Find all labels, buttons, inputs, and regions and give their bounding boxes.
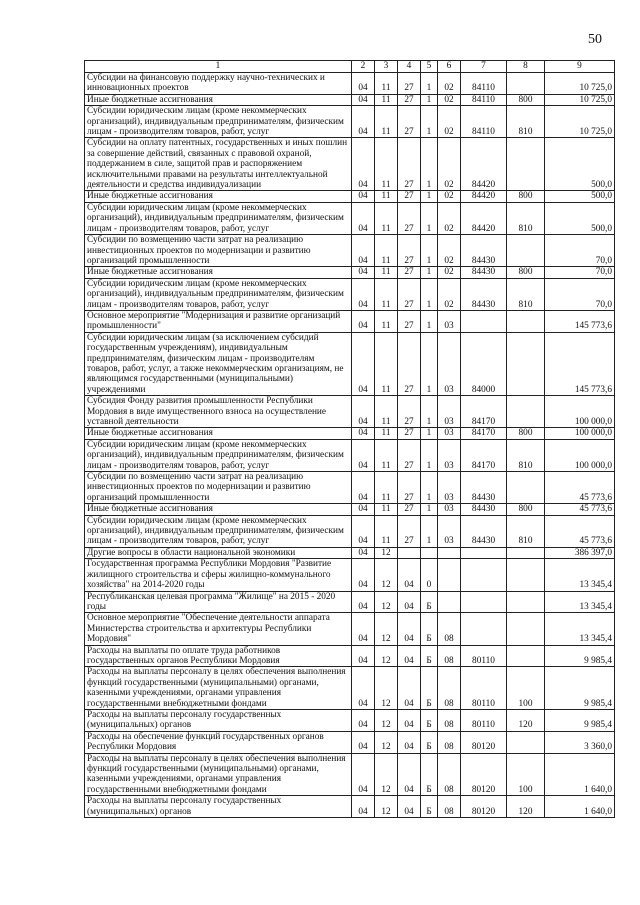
code-subprogram-cell: Б — [421, 731, 438, 753]
code-event-cell: 08 — [438, 796, 461, 818]
code-expense-type-cell: 800 — [507, 428, 545, 439]
code-section-cell: 04 — [352, 515, 375, 547]
code-event-cell: 03 — [438, 396, 461, 428]
code-section-cell: 04 — [352, 428, 375, 439]
code-program-cell: 04 — [398, 667, 421, 710]
table-row — [85, 504, 615, 515]
code-expense-type-cell — [507, 332, 545, 395]
item-name-cell: Субсидии юридическим лицам (за исключением субсидий государственным учреждениям), индивидуальным предпринимателям, физическим лицам - производителям товаров, работ, услуг, а также некоммерческим организациям, не являющимся государственными (муниципальными) учреждениями — [85, 332, 352, 395]
code-expense-type-cell — [507, 472, 545, 504]
code-event-cell — [438, 559, 461, 591]
code-section-cell: 04 — [352, 709, 375, 731]
code-event-cell: 08 — [438, 667, 461, 710]
code-subsection-cell: 12 — [375, 613, 398, 645]
code-subprogram-cell: Б — [421, 613, 438, 645]
amount-cell: 100 000,0 — [545, 428, 615, 439]
amount-cell: 145 773,6 — [545, 310, 615, 332]
code-subsection-cell: 11 — [375, 396, 398, 428]
code-program-cell: 27 — [398, 267, 421, 278]
code-subprogram-cell: 1 — [421, 138, 438, 191]
column-header: 3 — [375, 61, 398, 73]
table-row — [85, 191, 615, 202]
column-header: 6 — [438, 61, 461, 73]
code-expense-type-cell — [507, 645, 545, 667]
code-subprogram-cell: 1 — [421, 73, 438, 95]
code-section-cell: 04 — [352, 396, 375, 428]
code-event-cell: 03 — [438, 428, 461, 439]
item-name-cell: Субсидии по возмещению части затрат на реализацию инвестиционных проектов по модернизации и развитию организаций промышленности — [85, 472, 352, 504]
code-program-cell: 27 — [398, 504, 421, 515]
code-direction-cell — [461, 613, 507, 645]
code-subprogram-cell: Б — [421, 591, 438, 613]
code-event-cell: 03 — [438, 472, 461, 504]
code-program-cell: 04 — [398, 796, 421, 818]
code-expense-type-cell: 800 — [507, 504, 545, 515]
code-expense-type-cell: 100 — [507, 753, 545, 796]
code-subprogram-cell: 1 — [421, 332, 438, 395]
code-direction-cell: 84430 — [461, 504, 507, 515]
code-event-cell: 02 — [438, 202, 461, 234]
code-section-cell: 04 — [352, 106, 375, 138]
table-row — [85, 613, 615, 645]
code-direction-cell: 84170 — [461, 428, 507, 439]
amount-cell: 386 397,0 — [545, 547, 615, 558]
code-subprogram-cell: 1 — [421, 106, 438, 138]
code-event-cell: 03 — [438, 439, 461, 471]
code-direction-cell: 84000 — [461, 332, 507, 395]
code-subprogram-cell: Б — [421, 645, 438, 667]
code-subsection-cell: 12 — [375, 645, 398, 667]
table-row — [85, 645, 615, 667]
column-header: 7 — [461, 61, 507, 73]
code-expense-type-cell: 800 — [507, 94, 545, 105]
code-subsection-cell: 11 — [375, 267, 398, 278]
code-expense-type-cell — [507, 613, 545, 645]
code-program-cell: 27 — [398, 106, 421, 138]
code-program-cell: 27 — [398, 310, 421, 332]
amount-cell: 1 640,0 — [545, 796, 615, 818]
code-subprogram-cell: 1 — [421, 310, 438, 332]
code-direction-cell — [461, 547, 507, 558]
item-name-cell: Государственная программа Республики Мордовия "Развитие жилищного строительства и сферы жилищно-коммунального хозяйства" на 2014-2020 годы — [85, 559, 352, 591]
code-program-cell: 27 — [398, 278, 421, 310]
code-direction-cell — [461, 591, 507, 613]
code-subsection-cell: 11 — [375, 138, 398, 191]
code-event-cell — [438, 591, 461, 613]
code-expense-type-cell — [507, 547, 545, 558]
code-subprogram-cell: Б — [421, 796, 438, 818]
budget-table — [84, 60, 615, 818]
amount-cell: 100 000,0 — [545, 396, 615, 428]
code-subprogram-cell: 0 — [421, 559, 438, 591]
code-subsection-cell: 11 — [375, 428, 398, 439]
code-subsection-cell: 11 — [375, 106, 398, 138]
code-direction-cell: 80110 — [461, 709, 507, 731]
amount-cell: 9 985,4 — [545, 645, 615, 667]
table-row — [85, 439, 615, 471]
code-program-cell: 27 — [398, 439, 421, 471]
code-program-cell: 27 — [398, 428, 421, 439]
code-event-cell: 02 — [438, 73, 461, 95]
code-section-cell: 04 — [352, 613, 375, 645]
table-row — [85, 753, 615, 796]
amount-cell: 13 345,4 — [545, 613, 615, 645]
code-section-cell: 04 — [352, 94, 375, 105]
item-name-cell: Иные бюджетные ассигнования — [85, 267, 352, 278]
code-expense-type-cell — [507, 235, 545, 267]
table-row — [85, 278, 615, 310]
code-event-cell: 08 — [438, 645, 461, 667]
table-row — [85, 332, 615, 395]
item-name-cell: Расходы на обеспечение функций государственных органов Республики Мордовия — [85, 731, 352, 753]
amount-cell: 145 773,6 — [545, 332, 615, 395]
code-direction-cell: 84430 — [461, 278, 507, 310]
code-section-cell: 04 — [352, 235, 375, 267]
code-expense-type-cell: 810 — [507, 439, 545, 471]
item-name-cell: Субсидии юридическим лицам (кроме некоммерческих организаций), индивидуальным предпринимателям, физическим лицам - производителям товаров, работ, услуг — [85, 439, 352, 471]
code-direction-cell: 84420 — [461, 202, 507, 234]
code-subsection-cell: 12 — [375, 547, 398, 558]
code-program-cell: 27 — [398, 332, 421, 395]
code-program-cell: 27 — [398, 396, 421, 428]
code-expense-type-cell — [507, 396, 545, 428]
item-name-cell: Основное мероприятие "Обеспечение деятельности аппарата Министерства строительства и архитектуры Республики Мордовия" — [85, 613, 352, 645]
column-header: 5 — [421, 61, 438, 73]
code-section-cell: 04 — [352, 332, 375, 395]
amount-cell: 10 725,0 — [545, 73, 615, 95]
code-expense-type-cell — [507, 73, 545, 95]
table-row — [85, 202, 615, 234]
column-header: 1 — [85, 61, 352, 73]
code-expense-type-cell: 810 — [507, 278, 545, 310]
item-name-cell: Расходы на выплаты персоналу в целях обеспечения выполнения функций государственными (муниципальными) органами, казенными учреждениями, органами управления государственными внебюджетными фондами — [85, 753, 352, 796]
item-name-cell: Расходы на выплаты персоналу в целях обеспечения выполнения функций государственными (муниципальными) органами, казенными учреждениями, органами управления государственными внебюджетными фондами — [85, 667, 352, 710]
code-direction-cell: 84420 — [461, 191, 507, 202]
item-name-cell: Иные бюджетные ассигнования — [85, 191, 352, 202]
column-header: 4 — [398, 61, 421, 73]
code-subprogram-cell — [421, 547, 438, 558]
code-event-cell: 03 — [438, 515, 461, 547]
amount-cell: 70,0 — [545, 278, 615, 310]
table-row — [85, 310, 615, 332]
code-subsection-cell: 12 — [375, 731, 398, 753]
code-section-cell: 04 — [352, 645, 375, 667]
code-subsection-cell: 11 — [375, 332, 398, 395]
code-subsection-cell: 12 — [375, 559, 398, 591]
item-name-cell: Расходы на выплаты персоналу государственных (муниципальных) органов — [85, 796, 352, 818]
code-expense-type-cell — [507, 731, 545, 753]
code-subprogram-cell: 1 — [421, 472, 438, 504]
code-direction-cell: 80120 — [461, 796, 507, 818]
code-subprogram-cell: 1 — [421, 396, 438, 428]
table-row — [85, 667, 615, 710]
code-section-cell: 04 — [352, 591, 375, 613]
code-expense-type-cell — [507, 138, 545, 191]
code-subprogram-cell: 1 — [421, 202, 438, 234]
code-expense-type-cell — [507, 591, 545, 613]
table-row — [85, 796, 615, 818]
amount-cell: 45 773,6 — [545, 515, 615, 547]
code-direction-cell — [461, 559, 507, 591]
code-direction-cell: 84110 — [461, 73, 507, 95]
code-subsection-cell: 11 — [375, 202, 398, 234]
code-expense-type-cell: 800 — [507, 191, 545, 202]
code-direction-cell: 84430 — [461, 235, 507, 267]
code-program-cell: 27 — [398, 138, 421, 191]
code-direction-cell: 80110 — [461, 667, 507, 710]
code-event-cell — [438, 547, 461, 558]
item-name-cell: Субсидии на финансовую поддержку научно-технических и инновационных проектов — [85, 73, 352, 95]
item-name-cell: Субсидии на оплату патентных, государственных и иных пошлин за совершение действий, связанных с правовой охраной, поддержанием в силе, защитой прав и распоряжением исключительными правами на результаты интеллектуальной деятельности и средства индивидуализации — [85, 138, 352, 191]
code-expense-type-cell: 120 — [507, 796, 545, 818]
item-name-cell: Субсидии юридическим лицам (кроме некоммерческих организаций), индивидуальным предпринимателям, физическим лицам - производителям товаров, работ, услуг — [85, 278, 352, 310]
column-header: 9 — [545, 61, 615, 73]
table-row — [85, 709, 615, 731]
code-subprogram-cell: Б — [421, 709, 438, 731]
amount-cell: 10 725,0 — [545, 106, 615, 138]
table-row — [85, 547, 615, 558]
code-program-cell: 04 — [398, 753, 421, 796]
code-direction-cell: 84170 — [461, 396, 507, 428]
item-name-cell: Иные бюджетные ассигнования — [85, 428, 352, 439]
code-subprogram-cell: 1 — [421, 428, 438, 439]
code-subsection-cell: 11 — [375, 504, 398, 515]
code-subsection-cell: 11 — [375, 235, 398, 267]
table-row — [85, 94, 615, 105]
code-subprogram-cell: 1 — [421, 504, 438, 515]
column-header: 2 — [352, 61, 375, 73]
amount-cell: 45 773,6 — [545, 504, 615, 515]
item-name-cell: Субсидии юридическим лицам (кроме некоммерческих организаций), индивидуальным предпринимателям, физическим лицам - производителям товаров, работ, услуг — [85, 515, 352, 547]
code-expense-type-cell — [507, 310, 545, 332]
item-name-cell: Субсидии юридическим лицам (кроме некоммерческих организаций), индивидуальным предпринимателям, физическим лицам - производителям товаров, работ, услуг — [85, 106, 352, 138]
amount-cell: 9 985,4 — [545, 667, 615, 710]
code-section-cell: 04 — [352, 278, 375, 310]
code-section-cell: 04 — [352, 559, 375, 591]
table-row — [85, 396, 615, 428]
code-event-cell: 02 — [438, 106, 461, 138]
code-program-cell: 27 — [398, 94, 421, 105]
item-name-cell: Другие вопросы в области национальной экономики — [85, 547, 352, 558]
code-section-cell: 04 — [352, 439, 375, 471]
code-subprogram-cell: 1 — [421, 267, 438, 278]
code-direction-cell: 84170 — [461, 439, 507, 471]
item-name-cell: Иные бюджетные ассигнования — [85, 94, 352, 105]
code-program-cell — [398, 547, 421, 558]
code-subsection-cell: 12 — [375, 591, 398, 613]
amount-cell: 100 000,0 — [545, 439, 615, 471]
code-event-cell: 03 — [438, 310, 461, 332]
code-section-cell: 04 — [352, 753, 375, 796]
code-expense-type-cell — [507, 559, 545, 591]
code-section-cell: 04 — [352, 667, 375, 710]
amount-cell: 10 725,0 — [545, 94, 615, 105]
code-subprogram-cell: 1 — [421, 278, 438, 310]
code-direction-cell: 84110 — [461, 106, 507, 138]
code-subsection-cell: 11 — [375, 310, 398, 332]
code-section-cell: 04 — [352, 73, 375, 95]
amount-cell: 500,0 — [545, 191, 615, 202]
table-row — [85, 515, 615, 547]
code-subprogram-cell: Б — [421, 667, 438, 710]
table-row — [85, 472, 615, 504]
table-row — [85, 73, 615, 95]
code-subsection-cell: 11 — [375, 94, 398, 105]
amount-cell: 3 360,0 — [545, 731, 615, 753]
code-expense-type-cell: 120 — [507, 709, 545, 731]
code-program-cell: 04 — [398, 591, 421, 613]
code-subsection-cell: 12 — [375, 667, 398, 710]
code-direction-cell: 80120 — [461, 753, 507, 796]
code-event-cell: 02 — [438, 278, 461, 310]
code-section-cell: 04 — [352, 796, 375, 818]
code-subprogram-cell: 1 — [421, 191, 438, 202]
code-direction-cell: 84430 — [461, 515, 507, 547]
code-subsection-cell: 11 — [375, 73, 398, 95]
code-section-cell: 04 — [352, 547, 375, 558]
code-event-cell: 02 — [438, 191, 461, 202]
table-row — [85, 559, 615, 591]
table-row — [85, 428, 615, 439]
code-program-cell: 04 — [398, 731, 421, 753]
code-direction-cell: 84430 — [461, 472, 507, 504]
code-subprogram-cell: 1 — [421, 515, 438, 547]
code-section-cell: 04 — [352, 202, 375, 234]
amount-cell: 70,0 — [545, 235, 615, 267]
code-subprogram-cell: 1 — [421, 439, 438, 471]
code-subsection-cell: 11 — [375, 191, 398, 202]
code-event-cell: 02 — [438, 94, 461, 105]
code-direction-cell: 84110 — [461, 94, 507, 105]
code-program-cell: 04 — [398, 709, 421, 731]
amount-cell: 1 640,0 — [545, 753, 615, 796]
table-row — [85, 731, 615, 753]
code-expense-type-cell: 810 — [507, 202, 545, 234]
code-program-cell: 27 — [398, 515, 421, 547]
code-section-cell: 04 — [352, 504, 375, 515]
item-name-cell: Субсидии юридическим лицам (кроме некоммерческих организаций), индивидуальным предпринимателям, физическим лицам - производителям товаров, работ, услуг — [85, 202, 352, 234]
code-subsection-cell: 11 — [375, 439, 398, 471]
amount-cell: 500,0 — [545, 202, 615, 234]
code-program-cell: 27 — [398, 73, 421, 95]
code-expense-type-cell: 810 — [507, 106, 545, 138]
code-section-cell: 04 — [352, 731, 375, 753]
code-section-cell: 04 — [352, 472, 375, 504]
code-direction-cell: 84430 — [461, 267, 507, 278]
code-program-cell: 04 — [398, 613, 421, 645]
code-subsection-cell: 11 — [375, 472, 398, 504]
code-event-cell: 02 — [438, 138, 461, 191]
column-header: 8 — [507, 61, 545, 73]
code-program-cell: 27 — [398, 202, 421, 234]
code-subprogram-cell: 1 — [421, 94, 438, 105]
table-body — [85, 73, 615, 818]
table-row — [85, 267, 615, 278]
code-direction-cell: 84420 — [461, 138, 507, 191]
amount-cell: 45 773,6 — [545, 472, 615, 504]
code-event-cell: 02 — [438, 267, 461, 278]
code-direction-cell — [461, 310, 507, 332]
code-section-cell: 04 — [352, 267, 375, 278]
code-subsection-cell: 12 — [375, 796, 398, 818]
code-event-cell: 03 — [438, 504, 461, 515]
code-event-cell: 08 — [438, 753, 461, 796]
item-name-cell: Республиканская целевая программа "Жилище" на 2015 - 2020 годы — [85, 591, 352, 613]
code-expense-type-cell: 800 — [507, 267, 545, 278]
code-event-cell: 02 — [438, 235, 461, 267]
page-number: 50 — [588, 32, 602, 47]
code-subprogram-cell: 1 — [421, 235, 438, 267]
table-row — [85, 591, 615, 613]
code-subsection-cell: 11 — [375, 278, 398, 310]
table-row — [85, 235, 615, 267]
item-name-cell: Основное мероприятие "Модернизация и развитие организаций промышленности" — [85, 310, 352, 332]
item-name-cell: Расходы на выплаты по оплате труда работников государственных органов Республики Мордовия — [85, 645, 352, 667]
amount-cell: 13 345,4 — [545, 559, 615, 591]
code-subsection-cell: 12 — [375, 753, 398, 796]
code-program-cell: 04 — [398, 559, 421, 591]
item-name-cell: Расходы на выплаты персоналу государственных (муниципальных) органов — [85, 709, 352, 731]
code-direction-cell: 80110 — [461, 645, 507, 667]
item-name-cell: Субсидии по возмещению части затрат на реализацию инвестиционных проектов по модернизации и развитию организаций промышленности — [85, 235, 352, 267]
amount-cell: 13 345,4 — [545, 591, 615, 613]
code-expense-type-cell: 810 — [507, 515, 545, 547]
table-row — [85, 138, 615, 191]
code-program-cell: 27 — [398, 472, 421, 504]
item-name-cell: Субсидия Фонду развития промышленности Республики Мордовия в виде имущественного взноса на осуществление уставной деятельности — [85, 396, 352, 428]
item-name-cell: Иные бюджетные ассигнования — [85, 504, 352, 515]
amount-cell: 9 985,4 — [545, 709, 615, 731]
code-program-cell: 27 — [398, 191, 421, 202]
code-subsection-cell: 11 — [375, 515, 398, 547]
code-subprogram-cell: Б — [421, 753, 438, 796]
code-program-cell: 27 — [398, 235, 421, 267]
amount-cell: 70,0 — [545, 267, 615, 278]
column-number-row — [85, 61, 615, 73]
code-section-cell: 04 — [352, 191, 375, 202]
code-program-cell: 04 — [398, 645, 421, 667]
table-row — [85, 106, 615, 138]
code-subsection-cell: 12 — [375, 709, 398, 731]
code-section-cell: 04 — [352, 138, 375, 191]
amount-cell: 500,0 — [545, 138, 615, 191]
code-expense-type-cell: 100 — [507, 667, 545, 710]
code-direction-cell: 80120 — [461, 731, 507, 753]
code-event-cell: 08 — [438, 731, 461, 753]
code-event-cell: 08 — [438, 709, 461, 731]
code-section-cell: 04 — [352, 310, 375, 332]
code-event-cell: 08 — [438, 613, 461, 645]
code-event-cell: 03 — [438, 332, 461, 395]
